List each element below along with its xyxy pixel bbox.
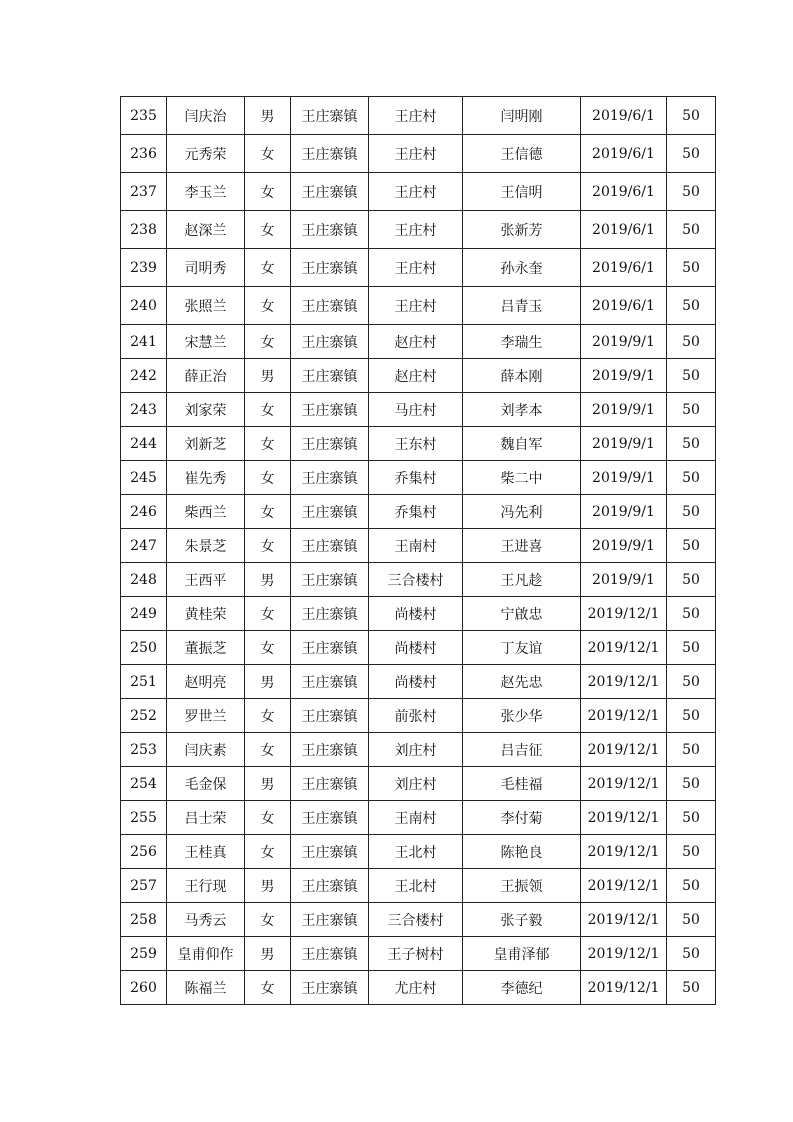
cell-amount: 50 bbox=[667, 903, 716, 937]
cell-town: 王庄寨镇 bbox=[291, 495, 369, 529]
cell-row-number: 252 bbox=[121, 699, 167, 733]
cell-amount: 50 bbox=[667, 835, 716, 869]
cell-village: 王子树村 bbox=[369, 937, 463, 971]
cell-row-number: 253 bbox=[121, 733, 167, 767]
cell-town: 王庄寨镇 bbox=[291, 427, 369, 461]
cell-village: 尚楼村 bbox=[369, 665, 463, 699]
cell-issue-date: 2019/6/1 bbox=[581, 97, 667, 135]
cell-row-number: 259 bbox=[121, 937, 167, 971]
cell-guardian-name: 赵先忠 bbox=[463, 665, 581, 699]
cell-person-name: 罗世兰 bbox=[167, 699, 245, 733]
cell-row-number: 251 bbox=[121, 665, 167, 699]
cell-issue-date: 2019/12/1 bbox=[581, 835, 667, 869]
cell-amount: 50 bbox=[667, 359, 716, 393]
cell-row-number: 242 bbox=[121, 359, 167, 393]
cell-guardian-name: 李付菊 bbox=[463, 801, 581, 835]
cell-issue-date: 2019/12/1 bbox=[581, 937, 667, 971]
cell-town: 王庄寨镇 bbox=[291, 699, 369, 733]
cell-row-number: 257 bbox=[121, 869, 167, 903]
cell-town: 王庄寨镇 bbox=[291, 249, 369, 287]
cell-person-name: 赵深兰 bbox=[167, 211, 245, 249]
cell-gender: 女 bbox=[245, 529, 291, 563]
cell-person-name: 王西平 bbox=[167, 563, 245, 597]
cell-town: 王庄寨镇 bbox=[291, 325, 369, 359]
cell-person-name: 柴西兰 bbox=[167, 495, 245, 529]
cell-gender: 男 bbox=[245, 97, 291, 135]
cell-town: 王庄寨镇 bbox=[291, 631, 369, 665]
cell-town: 王庄寨镇 bbox=[291, 529, 369, 563]
cell-town: 王庄寨镇 bbox=[291, 461, 369, 495]
cell-issue-date: 2019/12/1 bbox=[581, 733, 667, 767]
cell-guardian-name: 陈艳良 bbox=[463, 835, 581, 869]
cell-town: 王庄寨镇 bbox=[291, 665, 369, 699]
cell-person-name: 马秀云 bbox=[167, 903, 245, 937]
cell-amount: 50 bbox=[667, 699, 716, 733]
cell-town: 王庄寨镇 bbox=[291, 767, 369, 801]
table-row bbox=[121, 903, 716, 937]
cell-row-number: 240 bbox=[121, 287, 167, 325]
cell-amount: 50 bbox=[667, 767, 716, 801]
cell-village: 王北村 bbox=[369, 869, 463, 903]
cell-village: 尚楼村 bbox=[369, 597, 463, 631]
table-row bbox=[121, 495, 716, 529]
cell-person-name: 陈福兰 bbox=[167, 971, 245, 1005]
cell-guardian-name: 李瑞生 bbox=[463, 325, 581, 359]
cell-amount: 50 bbox=[667, 495, 716, 529]
cell-person-name: 薛正治 bbox=[167, 359, 245, 393]
cell-amount: 50 bbox=[667, 869, 716, 903]
cell-amount: 50 bbox=[667, 801, 716, 835]
cell-row-number: 237 bbox=[121, 173, 167, 211]
cell-gender: 女 bbox=[245, 835, 291, 869]
cell-guardian-name: 王进喜 bbox=[463, 529, 581, 563]
cell-row-number: 250 bbox=[121, 631, 167, 665]
cell-town: 王庄寨镇 bbox=[291, 359, 369, 393]
cell-row-number: 245 bbox=[121, 461, 167, 495]
cell-village: 尤庄村 bbox=[369, 971, 463, 1005]
cell-guardian-name: 孙永奎 bbox=[463, 249, 581, 287]
cell-issue-date: 2019/6/1 bbox=[581, 287, 667, 325]
cell-gender: 女 bbox=[245, 971, 291, 1005]
cell-village: 乔集村 bbox=[369, 461, 463, 495]
cell-gender: 男 bbox=[245, 869, 291, 903]
cell-gender: 男 bbox=[245, 359, 291, 393]
cell-gender: 女 bbox=[245, 801, 291, 835]
table-row bbox=[121, 597, 716, 631]
cell-row-number: 243 bbox=[121, 393, 167, 427]
cell-village: 前张村 bbox=[369, 699, 463, 733]
table-row bbox=[121, 529, 716, 563]
cell-guardian-name: 王振领 bbox=[463, 869, 581, 903]
cell-issue-date: 2019/12/1 bbox=[581, 869, 667, 903]
cell-town: 王庄寨镇 bbox=[291, 903, 369, 937]
cell-gender: 女 bbox=[245, 249, 291, 287]
cell-guardian-name: 刘孝本 bbox=[463, 393, 581, 427]
cell-gender: 女 bbox=[245, 173, 291, 211]
table-row bbox=[121, 869, 716, 903]
cell-guardian-name: 魏自军 bbox=[463, 427, 581, 461]
cell-person-name: 闫庆素 bbox=[167, 733, 245, 767]
cell-issue-date: 2019/12/1 bbox=[581, 801, 667, 835]
cell-village: 尚楼村 bbox=[369, 631, 463, 665]
cell-issue-date: 2019/6/1 bbox=[581, 249, 667, 287]
cell-row-number: 238 bbox=[121, 211, 167, 249]
cell-issue-date: 2019/12/1 bbox=[581, 597, 667, 631]
cell-amount: 50 bbox=[667, 665, 716, 699]
cell-row-number: 241 bbox=[121, 325, 167, 359]
cell-village: 三合楼村 bbox=[369, 563, 463, 597]
cell-guardian-name: 张少华 bbox=[463, 699, 581, 733]
cell-row-number: 255 bbox=[121, 801, 167, 835]
cell-gender: 男 bbox=[245, 563, 291, 597]
table-row bbox=[121, 97, 716, 135]
cell-amount: 50 bbox=[667, 529, 716, 563]
cell-town: 王庄寨镇 bbox=[291, 597, 369, 631]
cell-row-number: 239 bbox=[121, 249, 167, 287]
cell-town: 王庄寨镇 bbox=[291, 733, 369, 767]
cell-gender: 男 bbox=[245, 937, 291, 971]
cell-village: 赵庄村 bbox=[369, 325, 463, 359]
table-row bbox=[121, 733, 716, 767]
cell-gender: 女 bbox=[245, 461, 291, 495]
cell-town: 王庄寨镇 bbox=[291, 801, 369, 835]
cell-amount: 50 bbox=[667, 427, 716, 461]
cell-gender: 女 bbox=[245, 325, 291, 359]
cell-village: 王东村 bbox=[369, 427, 463, 461]
cell-issue-date: 2019/9/1 bbox=[581, 495, 667, 529]
cell-person-name: 皇甫仰作 bbox=[167, 937, 245, 971]
roster-body bbox=[121, 97, 716, 1005]
cell-gender: 女 bbox=[245, 597, 291, 631]
cell-village: 赵庄村 bbox=[369, 359, 463, 393]
cell-person-name: 元秀荣 bbox=[167, 135, 245, 173]
cell-village: 王庄村 bbox=[369, 173, 463, 211]
cell-person-name: 李玉兰 bbox=[167, 173, 245, 211]
cell-guardian-name: 闫明刚 bbox=[463, 97, 581, 135]
cell-town: 王庄寨镇 bbox=[291, 869, 369, 903]
cell-person-name: 赵明亮 bbox=[167, 665, 245, 699]
table-row bbox=[121, 835, 716, 869]
cell-issue-date: 2019/9/1 bbox=[581, 393, 667, 427]
cell-person-name: 崔先秀 bbox=[167, 461, 245, 495]
cell-issue-date: 2019/9/1 bbox=[581, 461, 667, 495]
cell-amount: 50 bbox=[667, 733, 716, 767]
cell-issue-date: 2019/12/1 bbox=[581, 699, 667, 733]
cell-row-number: 254 bbox=[121, 767, 167, 801]
cell-issue-date: 2019/6/1 bbox=[581, 173, 667, 211]
table-row bbox=[121, 801, 716, 835]
cell-amount: 50 bbox=[667, 287, 716, 325]
cell-issue-date: 2019/9/1 bbox=[581, 427, 667, 461]
table-row bbox=[121, 359, 716, 393]
cell-person-name: 宋慧兰 bbox=[167, 325, 245, 359]
table-row bbox=[121, 461, 716, 495]
table-row bbox=[121, 393, 716, 427]
table-row bbox=[121, 665, 716, 699]
cell-gender: 女 bbox=[245, 427, 291, 461]
cell-town: 王庄寨镇 bbox=[291, 97, 369, 135]
cell-town: 王庄寨镇 bbox=[291, 135, 369, 173]
table-row bbox=[121, 563, 716, 597]
cell-town: 王庄寨镇 bbox=[291, 211, 369, 249]
cell-village: 三合楼村 bbox=[369, 903, 463, 937]
cell-gender: 女 bbox=[245, 211, 291, 249]
cell-guardian-name: 王信德 bbox=[463, 135, 581, 173]
cell-gender: 女 bbox=[245, 631, 291, 665]
table-row bbox=[121, 699, 716, 733]
table-row bbox=[121, 135, 716, 173]
cell-town: 王庄寨镇 bbox=[291, 937, 369, 971]
cell-guardian-name: 王凡趁 bbox=[463, 563, 581, 597]
cell-row-number: 249 bbox=[121, 597, 167, 631]
table-row bbox=[121, 211, 716, 249]
cell-gender: 女 bbox=[245, 393, 291, 427]
cell-issue-date: 2019/6/1 bbox=[581, 135, 667, 173]
cell-village: 王庄村 bbox=[369, 287, 463, 325]
cell-guardian-name: 柴二中 bbox=[463, 461, 581, 495]
cell-amount: 50 bbox=[667, 393, 716, 427]
cell-amount: 50 bbox=[667, 97, 716, 135]
cell-person-name: 王行现 bbox=[167, 869, 245, 903]
cell-issue-date: 2019/9/1 bbox=[581, 529, 667, 563]
cell-amount: 50 bbox=[667, 135, 716, 173]
cell-guardian-name: 冯先利 bbox=[463, 495, 581, 529]
cell-issue-date: 2019/12/1 bbox=[581, 665, 667, 699]
table-row bbox=[121, 173, 716, 211]
cell-guardian-name: 吕吉征 bbox=[463, 733, 581, 767]
cell-amount: 50 bbox=[667, 597, 716, 631]
cell-village: 乔集村 bbox=[369, 495, 463, 529]
table-row bbox=[121, 631, 716, 665]
cell-village: 王南村 bbox=[369, 529, 463, 563]
cell-amount: 50 bbox=[667, 971, 716, 1005]
cell-row-number: 248 bbox=[121, 563, 167, 597]
cell-person-name: 刘新芝 bbox=[167, 427, 245, 461]
cell-guardian-name: 王信明 bbox=[463, 173, 581, 211]
cell-row-number: 246 bbox=[121, 495, 167, 529]
cell-person-name: 吕士荣 bbox=[167, 801, 245, 835]
cell-row-number: 258 bbox=[121, 903, 167, 937]
cell-gender: 女 bbox=[245, 733, 291, 767]
cell-amount: 50 bbox=[667, 631, 716, 665]
cell-guardian-name: 宁啟忠 bbox=[463, 597, 581, 631]
cell-village: 王庄村 bbox=[369, 135, 463, 173]
cell-person-name: 闫庆治 bbox=[167, 97, 245, 135]
table-row bbox=[121, 937, 716, 971]
cell-issue-date: 2019/12/1 bbox=[581, 631, 667, 665]
cell-gender: 女 bbox=[245, 287, 291, 325]
cell-person-name: 董振芝 bbox=[167, 631, 245, 665]
cell-town: 王庄寨镇 bbox=[291, 971, 369, 1005]
cell-amount: 50 bbox=[667, 325, 716, 359]
cell-village: 王南村 bbox=[369, 801, 463, 835]
cell-issue-date: 2019/12/1 bbox=[581, 767, 667, 801]
table-row bbox=[121, 249, 716, 287]
cell-row-number: 247 bbox=[121, 529, 167, 563]
table-row bbox=[121, 971, 716, 1005]
cell-issue-date: 2019/12/1 bbox=[581, 903, 667, 937]
cell-town: 王庄寨镇 bbox=[291, 563, 369, 597]
cell-village: 王庄村 bbox=[369, 249, 463, 287]
cell-gender: 男 bbox=[245, 767, 291, 801]
cell-person-name: 朱景芝 bbox=[167, 529, 245, 563]
cell-issue-date: 2019/9/1 bbox=[581, 325, 667, 359]
cell-person-name: 王桂真 bbox=[167, 835, 245, 869]
cell-gender: 女 bbox=[245, 699, 291, 733]
table-row bbox=[121, 767, 716, 801]
cell-village: 王庄村 bbox=[369, 97, 463, 135]
cell-guardian-name: 毛桂福 bbox=[463, 767, 581, 801]
cell-amount: 50 bbox=[667, 211, 716, 249]
cell-guardian-name: 李德纪 bbox=[463, 971, 581, 1005]
cell-issue-date: 2019/9/1 bbox=[581, 563, 667, 597]
cell-person-name: 毛金保 bbox=[167, 767, 245, 801]
cell-person-name: 张照兰 bbox=[167, 287, 245, 325]
table-row bbox=[121, 287, 716, 325]
cell-amount: 50 bbox=[667, 563, 716, 597]
cell-village: 王北村 bbox=[369, 835, 463, 869]
cell-village: 刘庄村 bbox=[369, 733, 463, 767]
cell-village: 刘庄村 bbox=[369, 767, 463, 801]
cell-guardian-name: 丁友谊 bbox=[463, 631, 581, 665]
cell-village: 王庄村 bbox=[369, 211, 463, 249]
cell-guardian-name: 吕青玉 bbox=[463, 287, 581, 325]
cell-amount: 50 bbox=[667, 173, 716, 211]
cell-amount: 50 bbox=[667, 461, 716, 495]
cell-row-number: 244 bbox=[121, 427, 167, 461]
cell-issue-date: 2019/12/1 bbox=[581, 971, 667, 1005]
cell-amount: 50 bbox=[667, 249, 716, 287]
cell-town: 王庄寨镇 bbox=[291, 287, 369, 325]
cell-town: 王庄寨镇 bbox=[291, 835, 369, 869]
cell-row-number: 235 bbox=[121, 97, 167, 135]
table-row bbox=[121, 427, 716, 461]
cell-gender: 女 bbox=[245, 135, 291, 173]
cell-amount: 50 bbox=[667, 937, 716, 971]
cell-gender: 男 bbox=[245, 665, 291, 699]
cell-village: 马庄村 bbox=[369, 393, 463, 427]
table-row bbox=[121, 325, 716, 359]
roster-table bbox=[120, 96, 716, 1005]
cell-issue-date: 2019/9/1 bbox=[581, 359, 667, 393]
cell-gender: 女 bbox=[245, 495, 291, 529]
cell-guardian-name: 张新芳 bbox=[463, 211, 581, 249]
cell-person-name: 黄桂荣 bbox=[167, 597, 245, 631]
cell-row-number: 236 bbox=[121, 135, 167, 173]
cell-guardian-name: 张子毅 bbox=[463, 903, 581, 937]
cell-guardian-name: 皇甫泽郁 bbox=[463, 937, 581, 971]
cell-guardian-name: 薛本刚 bbox=[463, 359, 581, 393]
cell-gender: 女 bbox=[245, 903, 291, 937]
cell-town: 王庄寨镇 bbox=[291, 393, 369, 427]
cell-row-number: 256 bbox=[121, 835, 167, 869]
cell-issue-date: 2019/6/1 bbox=[581, 211, 667, 249]
cell-person-name: 刘家荣 bbox=[167, 393, 245, 427]
cell-row-number: 260 bbox=[121, 971, 167, 1005]
cell-town: 王庄寨镇 bbox=[291, 173, 369, 211]
cell-person-name: 司明秀 bbox=[167, 249, 245, 287]
